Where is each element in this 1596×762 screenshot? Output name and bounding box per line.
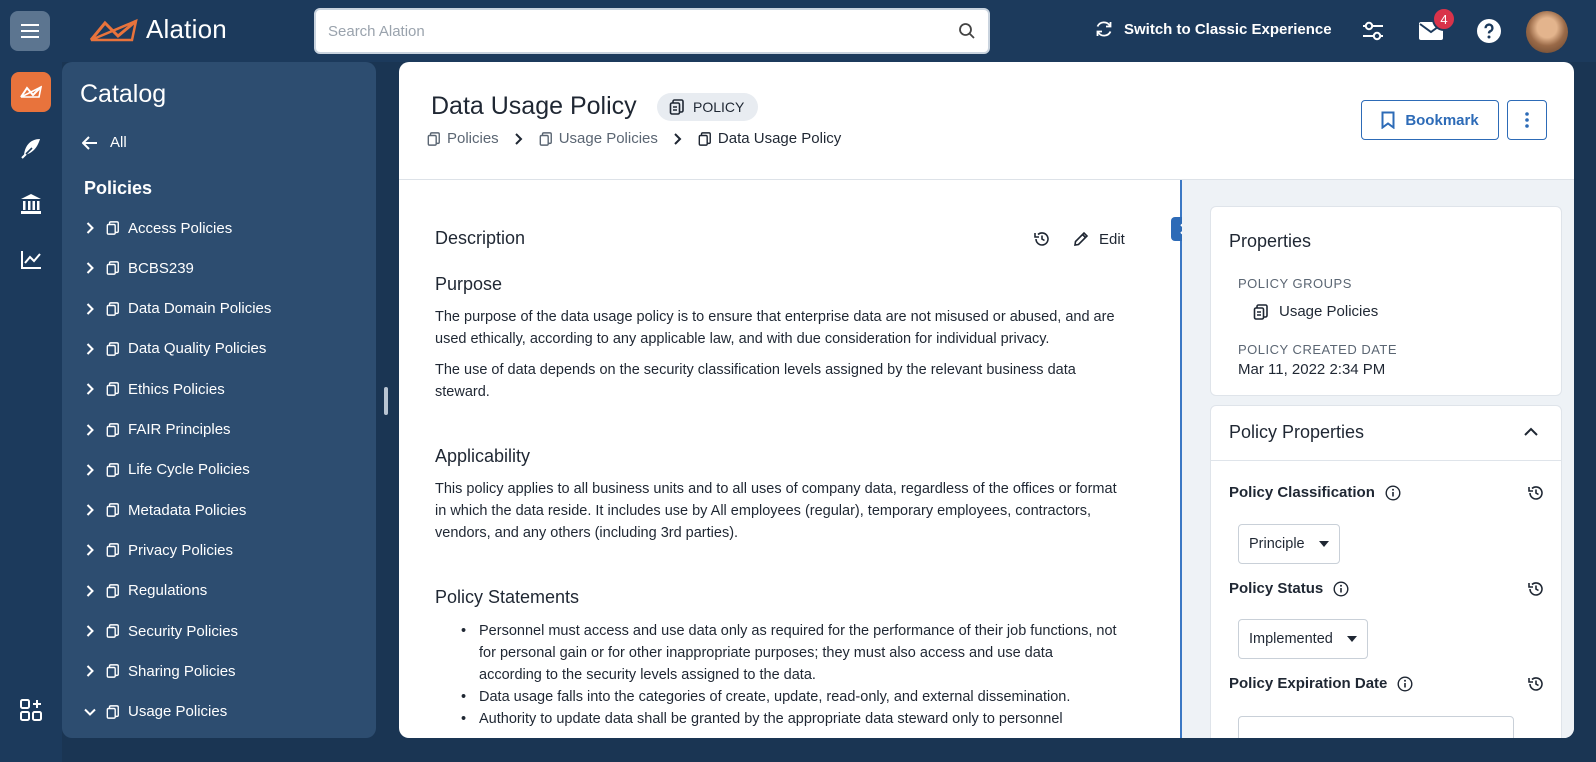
applicability-title: Applicability [435, 446, 531, 466]
panel-resize-handle[interactable] [384, 387, 388, 415]
description-heading: Description [435, 228, 526, 248]
catalog-nav-label: Usage Policies [128, 703, 228, 721]
info-icon[interactable] [1333, 581, 1349, 597]
policy-icon [106, 664, 120, 678]
classification-label: Policy Classification [1229, 484, 1375, 501]
rail-apps-button[interactable] [11, 690, 51, 730]
catalog-nav-label: Ethics Policies [128, 380, 225, 398]
alation-logo[interactable] [88, 14, 227, 45]
chevron-right-icon[interactable] [82, 625, 98, 637]
policy-icon [106, 423, 120, 437]
chevron-right-icon[interactable] [82, 303, 98, 315]
breadcrumb-label: Data Usage Policy [717, 130, 842, 147]
policy-properties-title: Policy Properties [1229, 422, 1365, 442]
chevron-right-icon[interactable] [82, 464, 98, 476]
policy-icon [106, 705, 120, 719]
classification-value: Principle [1249, 536, 1305, 552]
breadcrumb-label: Usage Policies [558, 130, 658, 147]
expiration-field-label [1229, 675, 1413, 692]
arrow-left-icon [82, 136, 98, 150]
chevron-up-icon[interactable] [1523, 426, 1539, 438]
search-bar[interactable] [314, 8, 990, 54]
status-select[interactable] [1238, 619, 1368, 659]
status-label: Policy Status [1229, 580, 1324, 597]
policy-icon [427, 132, 441, 146]
chevron-right-icon [666, 132, 690, 146]
info-icon[interactable] [1385, 485, 1401, 501]
search-input[interactable] [328, 23, 958, 40]
caret-down-icon [1319, 541, 1329, 547]
main-content [399, 62, 1574, 738]
policy-created-label: POLICY CREATED DATE [1238, 342, 1398, 357]
rail-catalog-button[interactable] [11, 72, 51, 112]
object-type-badge [657, 93, 758, 121]
chevron-right-icon[interactable] [82, 424, 98, 436]
history-icon[interactable] [1527, 484, 1545, 502]
policy-group-value: Usage Policies [1279, 303, 1379, 320]
description-actions [1033, 230, 1125, 248]
classification-select[interactable] [1238, 524, 1340, 564]
object-type-label: POLICY [693, 99, 745, 115]
catalog-nav-label: BCBS239 [128, 259, 194, 277]
switch-classic-label: Switch to Classic Experience [1124, 20, 1332, 38]
catalog-nav-label: FAIR Principles [128, 421, 231, 438]
chevron-right-icon[interactable] [82, 343, 98, 355]
chevron-right-icon[interactable] [82, 585, 98, 597]
properties-card [1210, 206, 1562, 396]
user-avatar[interactable] [1526, 11, 1568, 53]
catalog-nav-label: Sharing Policies [128, 662, 236, 680]
description-section [399, 180, 1179, 738]
catalog-nav-label: Data Domain Policies [128, 300, 272, 318]
chevron-right-icon[interactable] [82, 504, 98, 516]
catalog-nav-label: Life Cycle Policies [128, 461, 250, 479]
catalog-title: Catalog [80, 80, 167, 108]
institution-icon [20, 193, 42, 215]
policy-icon [539, 132, 553, 146]
page-title: Data Usage Policy [431, 92, 637, 120]
caret-down-icon [1347, 636, 1357, 642]
policy-created-value: Mar 11, 2022 2:34 PM [1238, 361, 1386, 378]
policy-icon [106, 221, 120, 235]
rail-compose-button[interactable] [11, 128, 51, 168]
help-button[interactable] [1474, 16, 1504, 46]
rail-analytics-button[interactable] [11, 240, 51, 280]
right-panel [1182, 180, 1574, 738]
kebab-icon [1525, 112, 1529, 128]
switch-classic-button[interactable] [1094, 19, 1332, 39]
help-icon [1477, 19, 1501, 43]
catalog-nav-item[interactable] [82, 458, 250, 482]
refresh-icon [1094, 19, 1114, 39]
policy-icon [106, 302, 120, 316]
breadcrumb-label: Policies [447, 130, 499, 147]
breadcrumb-item[interactable] [539, 130, 658, 147]
catalog-nav-item[interactable] [82, 498, 246, 522]
policy-group-link[interactable] [1253, 303, 1378, 320]
policy-icon [106, 624, 120, 638]
expiration-label: Policy Expiration Date [1229, 675, 1388, 692]
info-icon[interactable] [1397, 676, 1413, 692]
policy-groups-label: POLICY GROUPS [1238, 276, 1352, 291]
catalog-nav-item[interactable] [82, 337, 266, 361]
card-divider [1211, 460, 1561, 461]
catalog-nav-label: Privacy Policies [128, 541, 234, 559]
catalog-nav-label: Access Policies [128, 219, 233, 237]
status-value: Implemented [1249, 631, 1333, 647]
history-icon[interactable] [1033, 230, 1051, 248]
catalog-nav-item[interactable] [82, 619, 238, 643]
catalog-nav-item[interactable] [82, 297, 271, 321]
chevron-down-icon[interactable] [82, 708, 98, 716]
purpose-title: Purpose [435, 274, 503, 294]
feather-icon [20, 137, 42, 159]
chevron-right-icon[interactable] [82, 544, 98, 556]
purpose-paragraph-1: The purpose of the data usage policy is to ensure that enterprise data are not misused or abused, and are used ethically, according to any applicable law, and with due consideration for individual privacy. [435, 309, 1115, 347]
breadcrumb-item[interactable] [427, 130, 499, 147]
policy-properties-card [1210, 405, 1562, 738]
catalog-nav-label: Data Quality Policies [128, 340, 267, 358]
more-actions-button[interactable] [1507, 100, 1547, 140]
breadcrumb [427, 130, 841, 147]
policy-icon [106, 342, 120, 356]
alation-logo-icon [88, 17, 140, 43]
list-item: • Personnel must access and use data only as required for the performance of their job functions, not for personal gain or for other inappropriate purposes; they must also access and use data according to the security levels assigned to the data. [459, 620, 1119, 686]
apps-add-icon [20, 699, 42, 721]
bookmark-button[interactable] [1361, 100, 1499, 140]
policies-heading: Policies [84, 178, 153, 198]
catalog-nav-label: Metadata Policies [128, 501, 247, 519]
policy-icon [1253, 304, 1269, 320]
chevron-right-icon[interactable] [82, 222, 98, 234]
status-field-label [1229, 580, 1349, 597]
properties-title: Properties [1229, 231, 1312, 251]
catalog-nav-item[interactable] [82, 538, 233, 562]
history-icon[interactable] [1527, 580, 1545, 598]
catalog-nav-item[interactable] [82, 659, 236, 683]
list-item: • Data usage falls into the categories of create, update, read-only, and external dissemination. [459, 686, 1119, 708]
chart-line-icon [20, 250, 42, 270]
chevron-right-icon[interactable] [82, 665, 98, 677]
pencil-icon [1073, 231, 1089, 247]
policy-icon [106, 261, 120, 275]
statements-title: Policy Statements [435, 587, 580, 607]
notification-badge: 4 [1432, 7, 1456, 31]
statements-list [459, 620, 1119, 730]
history-icon[interactable] [1527, 675, 1545, 693]
list-item: • Authority to update data shall be granted by the appropriate data steward only to personnel [459, 708, 1119, 730]
chevron-right-icon[interactable] [82, 262, 98, 274]
classification-field-label [1229, 484, 1401, 501]
policy-icon [106, 584, 120, 598]
bookmark-icon [1381, 111, 1395, 129]
catalog-panel [62, 62, 376, 738]
back-to-all-label: All [110, 134, 127, 151]
chevron-right-icon[interactable] [82, 383, 98, 395]
applicability-paragraph: This policy applies to all business units and to all uses of company data, regardless of the offices or format in which the data reside. It includes use by All employees (regular), temporary employees, contractors, vendors, and any others (including 3rd parties). [435, 481, 1117, 541]
chevron-right-icon [507, 132, 531, 146]
catalog-nav-item[interactable] [82, 418, 231, 442]
policy-icon [698, 132, 712, 146]
expiration-date-input[interactable] [1238, 716, 1514, 738]
hamburger-icon [21, 24, 39, 38]
policy-icon [106, 503, 120, 517]
left-rail [0, 62, 62, 762]
filters-button[interactable] [1358, 16, 1388, 46]
menu-button[interactable] [10, 11, 50, 51]
alation-mark-icon [20, 85, 42, 99]
catalog-nav-item[interactable] [82, 579, 207, 603]
catalog-nav-item[interactable] [82, 256, 194, 280]
sliders-icon [1361, 20, 1385, 42]
top-bar [0, 0, 1596, 62]
edit-label: Edit [1099, 230, 1125, 248]
catalog-nav-label: Security Policies [128, 622, 239, 640]
policy-icon [106, 543, 120, 557]
logo-text: Alation [146, 14, 227, 44]
catalog-nav-item[interactable] [82, 216, 232, 240]
policy-icon [106, 382, 120, 396]
edit-description-button[interactable] [1073, 231, 1125, 248]
bookmark-label: Bookmark [1405, 111, 1479, 129]
breadcrumb-current [698, 130, 841, 147]
back-to-all-link[interactable] [82, 134, 127, 151]
catalog-nav-item[interactable] [82, 377, 225, 401]
catalog-nav-item[interactable] [82, 700, 227, 724]
policy-icon [106, 463, 120, 477]
purpose-paragraph-2: The use of data depends on the security classification levels assigned by the relevant business data steward. [435, 362, 1076, 400]
catalog-nav-label: Regulations [128, 582, 208, 600]
rail-governance-button[interactable] [11, 184, 51, 224]
search-icon[interactable] [958, 22, 976, 40]
policy-icon [669, 99, 685, 115]
